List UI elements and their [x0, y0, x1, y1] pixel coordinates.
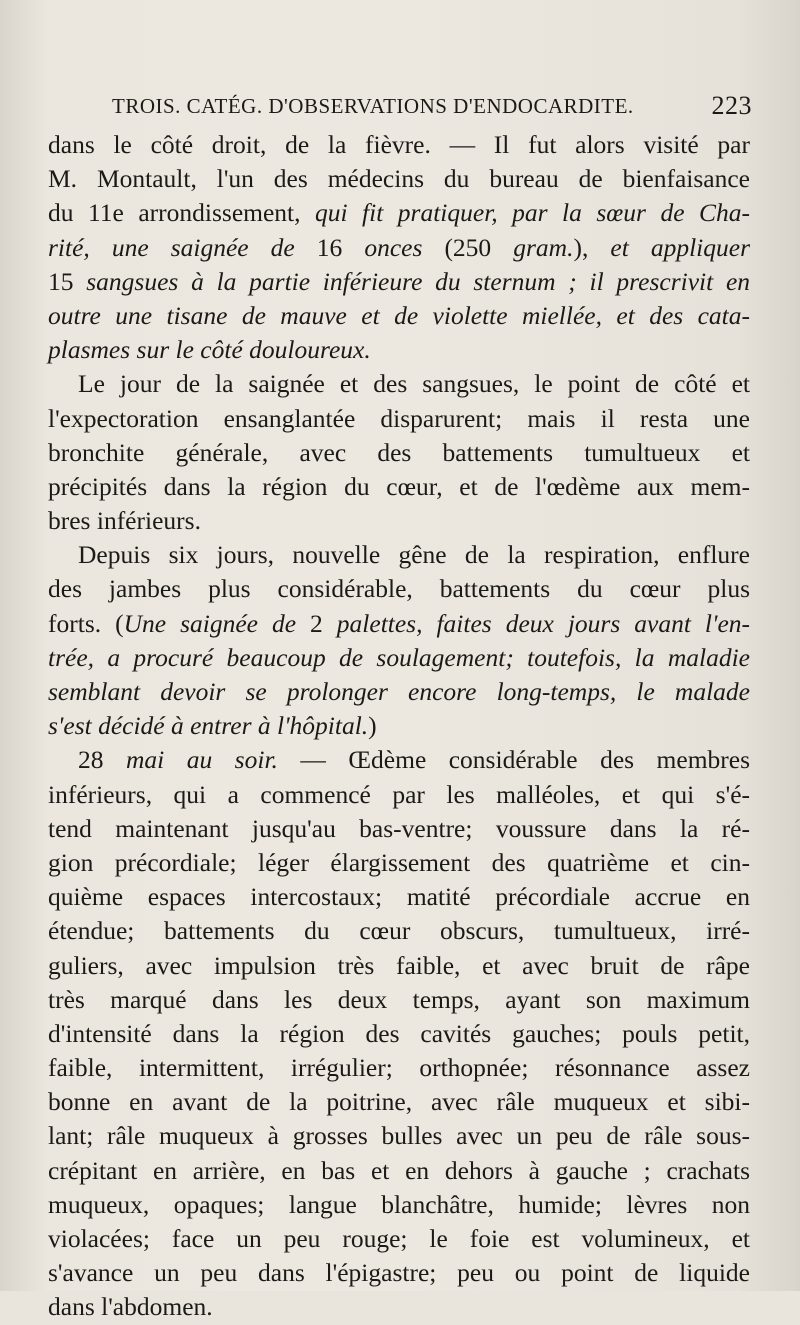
- italic-run: gram.: [513, 232, 574, 262]
- text-line: [48, 436, 750, 470]
- running-title: TROIS. CATÉG. D'OBSERVATIONS D'ENDOCARDITE.: [112, 94, 634, 118]
- text-line: [48, 914, 750, 948]
- text-run: muqueux, opaques; langue blanchâtre, humide; lèvres non: [48, 1189, 750, 1219]
- text-run: faible, intermittent, irrégulier; orthopnée; résonnance assez: [48, 1053, 750, 1083]
- text-line: [48, 812, 750, 846]
- italic-run: palettes, faites deux jours avant l'en-: [322, 608, 751, 638]
- text-run: bres inférieurs.: [48, 506, 201, 536]
- text-run: tend maintenant jusqu'au bas-ventre; voussure dans la ré-: [48, 813, 750, 843]
- text-run: quième espaces intercostaux; matité précordiale accrue en: [48, 882, 750, 912]
- body-text: [48, 128, 750, 1325]
- text-run: ),: [573, 232, 611, 262]
- italic-run: semblant devoir se prolonger encore long-temps, le malade: [48, 677, 750, 706]
- text-line: [48, 367, 750, 401]
- text-line: [48, 1119, 750, 1153]
- text-line: [48, 709, 750, 743]
- text-run: d'intensité dans la région des cavités gauches; pouls petit,: [48, 1018, 750, 1048]
- text-line: [48, 1256, 750, 1290]
- text-line: [48, 1222, 750, 1256]
- italic-run: et appliquer: [610, 232, 750, 262]
- italic-run: trée, a procuré beaucoup de soulagement; toutefois, la maladie: [48, 642, 750, 672]
- text-line: [48, 402, 750, 436]
- text-line: [48, 880, 750, 914]
- italic-run: s'est décidé à entrer à l'hôpital.: [48, 711, 369, 741]
- text-run: 16: [316, 232, 365, 262]
- text-line: [48, 1188, 750, 1222]
- text-run: dans le côté droit, de la fièvre. — Il fut alors visité par: [48, 130, 750, 159]
- text-line: [48, 1154, 750, 1188]
- text-run: forts. (: [48, 608, 124, 638]
- text-line: [48, 196, 750, 230]
- text-run: des jambes plus considérable, battements du cœur plus: [48, 574, 750, 604]
- text-run: dans l'abdomen.: [48, 1292, 213, 1322]
- text-line: [48, 1085, 750, 1119]
- paragraph: [48, 128, 750, 367]
- paragraph: [48, 538, 750, 743]
- text-line: [48, 299, 750, 333]
- text-line: [48, 572, 750, 606]
- text-run: inférieurs, qui a commencé par les malléoles, et qui s'é-: [48, 779, 750, 809]
- text-line: [48, 983, 750, 1017]
- italic-run: qui fit pratiquer, par la sœur de Cha-: [314, 198, 750, 228]
- text-run: 2: [310, 608, 323, 638]
- text-run: lant; râle muqueux à grosses bulles avec un peu de râle sous-: [48, 1121, 750, 1151]
- paragraph: [48, 743, 750, 1324]
- text-line: [48, 231, 750, 265]
- text-run: gion précordiale; léger élargissement des quatrième et cin-: [48, 847, 750, 877]
- text-run: précipités dans la région du cœur, et de l'œdème aux mem-: [48, 471, 750, 501]
- text-run: l'expectoration ensanglantée disparurent; mais il resta une: [48, 403, 750, 433]
- text-run: 28: [78, 745, 126, 775]
- italic-run: mai au soir.: [125, 745, 278, 775]
- text-line: [48, 538, 750, 572]
- running-head: [112, 86, 752, 126]
- text-run: 15: [48, 266, 87, 296]
- italic-run: onces: [364, 232, 423, 262]
- italic-run: rité, une saignée de: [48, 232, 317, 262]
- text-line: [48, 675, 750, 709]
- text-run: Le jour de la saignée et des sangsues, le point de côté et: [78, 369, 750, 399]
- text-run: bronchite générale, avec des battements tumultueux et: [48, 437, 750, 467]
- text-line: [48, 607, 750, 641]
- text-line: [48, 778, 750, 812]
- text-run: — Œdème considérable des membres: [277, 745, 751, 775]
- text-line: [48, 504, 750, 538]
- text-run: violacées; face un peu rouge; le foie est volumineux, et: [48, 1224, 750, 1253]
- text-run: très marqué dans les deux temps, ayant son maximum: [48, 984, 750, 1014]
- page-number: 223: [711, 91, 752, 120]
- italic-run: Une saignée de: [123, 608, 311, 638]
- text-line: [48, 265, 750, 299]
- text-line: [48, 470, 750, 504]
- text-run: crépitant en arrière, en bas et en dehors à gauche ; crachats: [48, 1155, 750, 1185]
- text-run: guliers, avec impulsion très faible, et avec bruit de râpe: [48, 950, 750, 980]
- text-line: [48, 333, 750, 367]
- italic-run: outre une tisane de mauve et de violette miellée, et des cata-: [48, 300, 750, 330]
- text-line: [48, 743, 750, 777]
- text-run: ): [368, 711, 377, 741]
- text-run: bonne en avant de la poitrine, avec râle muqueux et sibi-: [48, 1087, 750, 1117]
- text-run: M. Montault, l'un des médecins du bureau de bienfaisance: [48, 164, 750, 194]
- text-line: [48, 949, 750, 983]
- text-run: étendue; battements du cœur obscurs, tumultueux, irré-: [48, 916, 750, 946]
- text-line: [48, 846, 750, 880]
- text-line: [48, 1017, 750, 1051]
- text-line: [48, 128, 750, 162]
- text-run: s'avance un peu dans l'épigastre; peu ou point de liquide: [48, 1258, 750, 1288]
- paragraph: [48, 367, 750, 538]
- text-line: [48, 1051, 750, 1085]
- text-line: [48, 1290, 750, 1324]
- text-line: [48, 641, 750, 675]
- text-run: (250: [422, 232, 514, 262]
- italic-run: sangsues à la partie inférieure du sternum ; il prescrivit en: [86, 266, 751, 296]
- text-run: Depuis six jours, nouvelle gêne de la respiration, enflure: [78, 540, 750, 570]
- text-run: du 11e arrondissement,: [48, 198, 315, 228]
- text-line: [48, 162, 750, 196]
- italic-run: plasmes sur le côté douloureux.: [48, 335, 371, 365]
